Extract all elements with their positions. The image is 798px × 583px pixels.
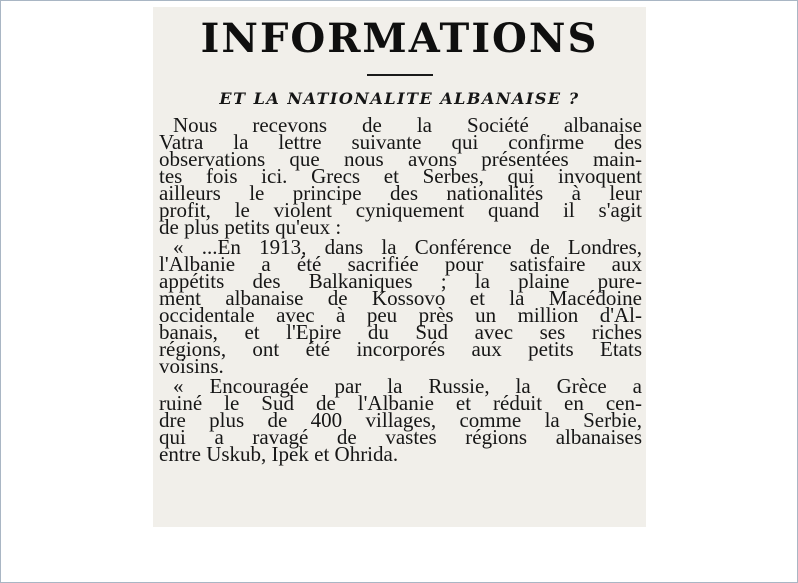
article-line: régions, ont été incorporés aux petits Etats — [159, 337, 642, 361]
article-line: observations que nous avons présentées main- — [159, 147, 642, 171]
article-line: profit, le violent cyniquement quand il s'agit — [159, 198, 642, 222]
article-line: voisins. — [159, 354, 224, 378]
article-line: « Encouragée par la Russie, la Grèce a — [173, 374, 642, 398]
article-line: appétits des Balkaniques ; la plaine pure- — [159, 269, 642, 293]
article-line: « ...En 1913, dans la Conférence de Londres, — [173, 235, 642, 259]
article-line: occidentale avec à peu près un million d'Al- — [159, 303, 642, 327]
article-line: qui a ravagé de vastes régions albanaises — [159, 425, 642, 449]
article-line: Nous recevons de la Société albanaise — [173, 113, 642, 137]
article-line: l'Albanie a été sacrifiée pour satisfaire aux — [159, 252, 642, 276]
article-line: ruiné le Sud de l'Albanie et réduit en cen- — [159, 391, 642, 415]
article-line: de plus petits qu'eux : — [159, 215, 342, 239]
article-line: dre plus de 400 villages, comme la Serbie, — [159, 408, 642, 432]
newspaper-clipping — [153, 7, 646, 527]
article-line: entre Uskub, Ipek et Ohrida. — [159, 442, 399, 466]
article-line: ailleurs le principe des nationalités à leur — [159, 181, 642, 205]
article-line: tes fois ici. Grecs et Serbes, qui invoquent — [159, 164, 642, 188]
article-body — [159, 113, 642, 466]
clipping-heading: INFORMATIONS — [200, 15, 599, 62]
article-subheading: ET LA NATIONALITE ALBANAISE ? — [219, 89, 580, 108]
article-line: Vatra la lettre suivante qui confirme des — [159, 130, 642, 154]
article-line: banais, et l'Epire du Sud avec ses riches — [159, 320, 642, 344]
article-line: ment albanaise de Kossovo et la Macédoine — [159, 286, 642, 310]
heading-divider — [367, 74, 433, 76]
